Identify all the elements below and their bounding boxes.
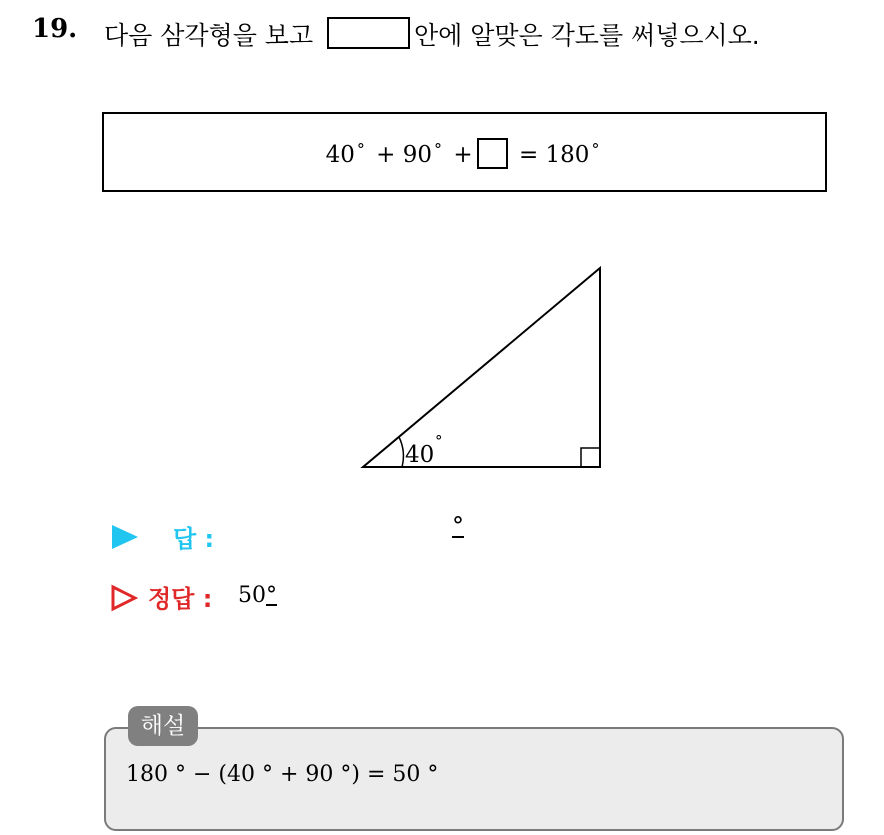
question-number: 19. [32,14,78,44]
correct-answer-value [238,583,277,608]
equation-equals: = [518,142,539,168]
equation-term2: 90 [402,142,433,168]
equation-blank-box [477,138,508,169]
correct-answer-unit: ° [266,583,277,608]
correct-answer-label: 정답 : [148,585,213,613]
equation-op1: + [376,142,396,168]
right-triangle-figure [355,260,615,480]
question-text-before: 다음 삼각형을 보고 [104,21,314,50]
degree-symbol: ° [591,140,600,159]
equation-result: 180 [545,142,590,168]
correct-answer-number: 50 [238,583,266,608]
angle-arc [399,437,403,467]
answer-label: 답 : [173,525,215,553]
answer-unit: ° [452,512,464,540]
explanation-tag: 해설 [128,706,198,746]
equation-line [102,138,827,169]
answer-arrow-icon [112,525,138,549]
degree-symbol: ° [434,140,443,159]
correct-arrow-icon [110,584,138,612]
equation-op2: + [453,142,473,168]
right-angle-marker [581,448,600,467]
triangle-outline [363,268,600,467]
question-text-after: 안에 알맞은 각도를 써넣으시오. [414,21,760,50]
explanation-formula: 180 ° − (40 ° + 90 °) = 50 ° [126,762,439,787]
angle-degree-symbol: ° [435,432,443,450]
question-blank-box [327,17,410,49]
angle-label: 40 [405,442,435,468]
degree-symbol: ° [356,140,365,159]
equation-term1: 40 [325,142,355,168]
